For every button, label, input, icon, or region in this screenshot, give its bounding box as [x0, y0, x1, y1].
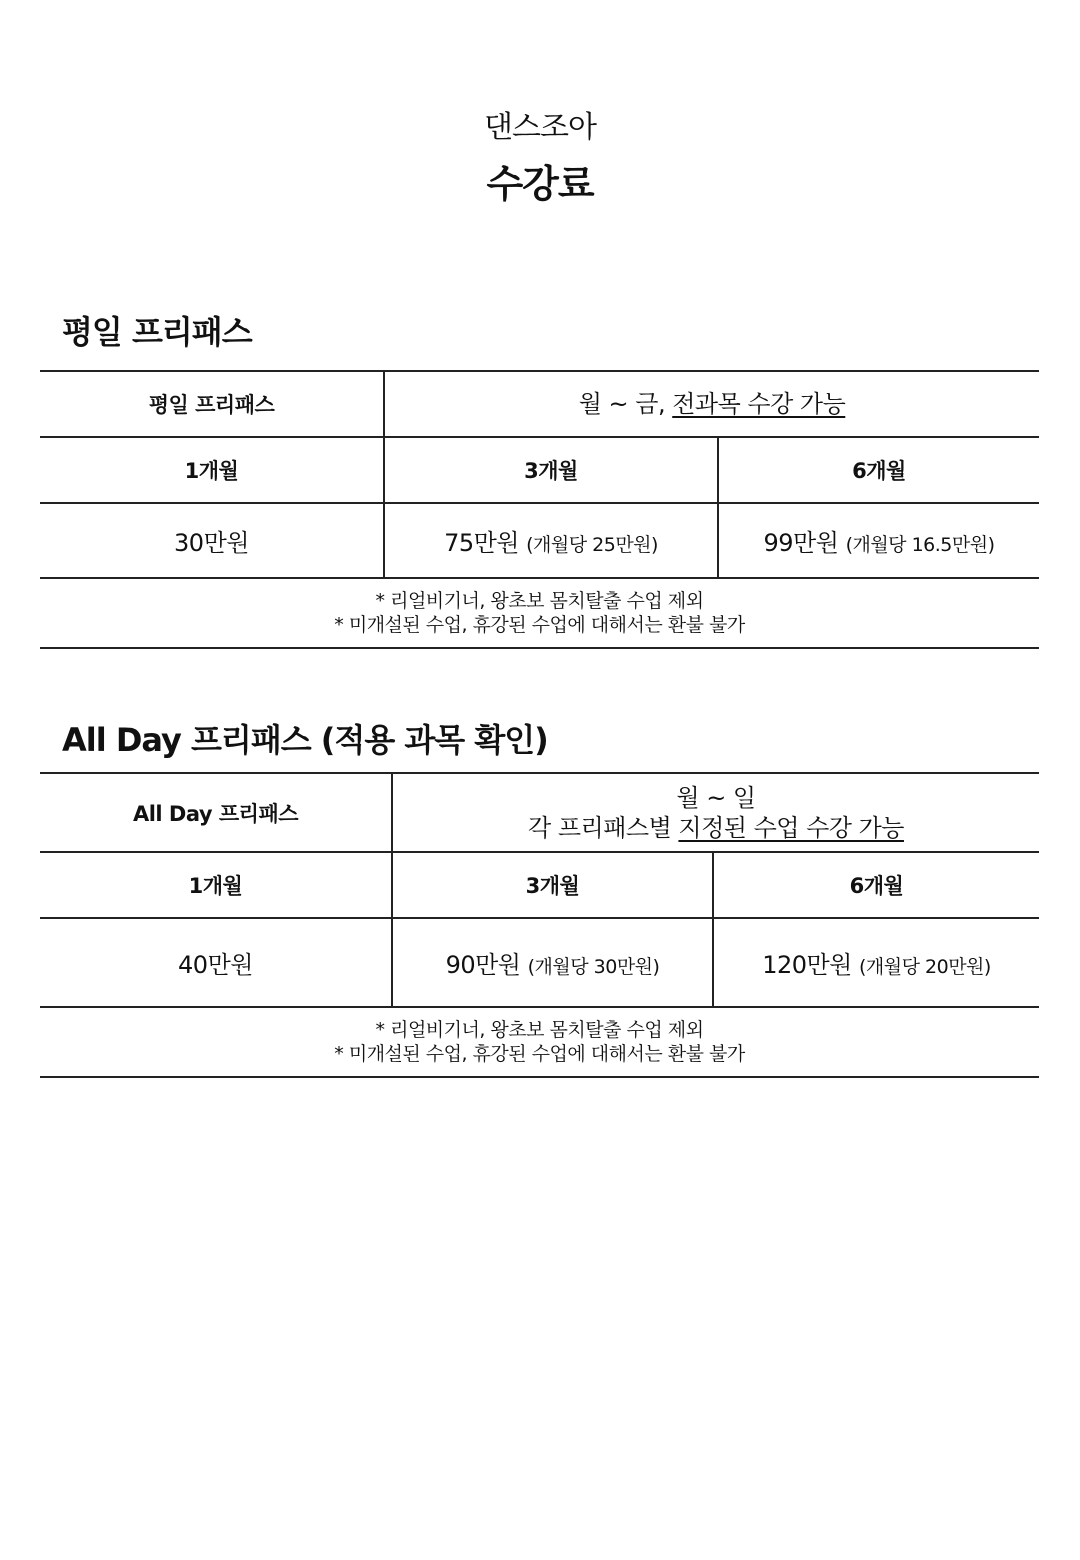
- price-value: 30만원: [174, 529, 249, 557]
- schedule-scope-line: [393, 813, 1039, 843]
- price-value: 40만원: [178, 951, 253, 979]
- allday-pass-section-title: All Day 프리패스 (적용 과목 확인): [62, 721, 548, 759]
- notes-cell: [40, 578, 1039, 648]
- note-text: * 리얼비기너, 왕초보 몸치탈출 수업 제외: [375, 590, 704, 612]
- price-cell: [718, 503, 1039, 578]
- schedule-days: 월 ~ 금,: [578, 390, 673, 418]
- table-row: [40, 852, 1039, 918]
- studio-name: 댄스조아: [484, 110, 596, 145]
- price-value: 120만원: [762, 951, 852, 979]
- pass-schedule: [392, 773, 1039, 852]
- period-label: 6개월: [718, 437, 1039, 503]
- weekday-pass-section-title: 평일 프리패스: [62, 313, 252, 351]
- period-label: 1개월: [40, 852, 392, 918]
- schedule-scope: 지정된 수업 수강 가능: [678, 813, 904, 842]
- price-cell: [392, 918, 713, 1007]
- table-row: [40, 1007, 1039, 1077]
- price-value: 75만원: [444, 529, 519, 557]
- pass-schedule: [384, 371, 1039, 437]
- price-per-month: (개월당 30만원): [527, 956, 660, 978]
- price-per-month: (개월당 20만원): [859, 956, 991, 978]
- table-row: [40, 503, 1039, 578]
- page-header: [0, 108, 1080, 210]
- price-cell: [40, 503, 384, 578]
- schedule-days: 월 ~ 일: [676, 783, 756, 812]
- pass-label: 평일 프리패스: [40, 371, 384, 437]
- page-title: 수강료: [486, 162, 594, 206]
- schedule-prefix: 각 프리패스별: [528, 813, 679, 842]
- table-row: [40, 918, 1039, 1007]
- weekday-pass-table: [40, 370, 1039, 649]
- price-per-month: (개월당 16.5만원): [845, 534, 995, 556]
- period-label: 3개월: [392, 852, 713, 918]
- period-label: 6개월: [713, 852, 1039, 918]
- price-value: 90만원: [445, 951, 521, 979]
- notes-cell: [40, 1007, 1039, 1077]
- table-row: [40, 371, 1039, 437]
- price-value: 99만원: [763, 529, 839, 557]
- price-cell: [713, 918, 1039, 1007]
- schedule-scope: 전과목 수강 가능: [672, 390, 846, 418]
- price-per-month: (개월당 25만원): [526, 534, 658, 556]
- table-row: [40, 773, 1039, 852]
- allday-pass-table: [40, 772, 1039, 1078]
- price-cell: [40, 918, 392, 1007]
- pass-label: All Day 프리패스: [40, 773, 392, 852]
- period-label: 1개월: [40, 437, 384, 503]
- table-row: [40, 437, 1039, 503]
- price-cell: [384, 503, 718, 578]
- note-text: * 미개설된 수업, 휴강된 수업에 대해서는 환불 불가: [334, 1043, 745, 1065]
- table-row: [40, 578, 1039, 648]
- note-text: * 리얼비기너, 왕초보 몸치탈출 수업 제외: [375, 1019, 704, 1041]
- period-label: 3개월: [384, 437, 718, 503]
- note-text: * 미개설된 수업, 휴강된 수업에 대해서는 환불 불가: [334, 614, 745, 636]
